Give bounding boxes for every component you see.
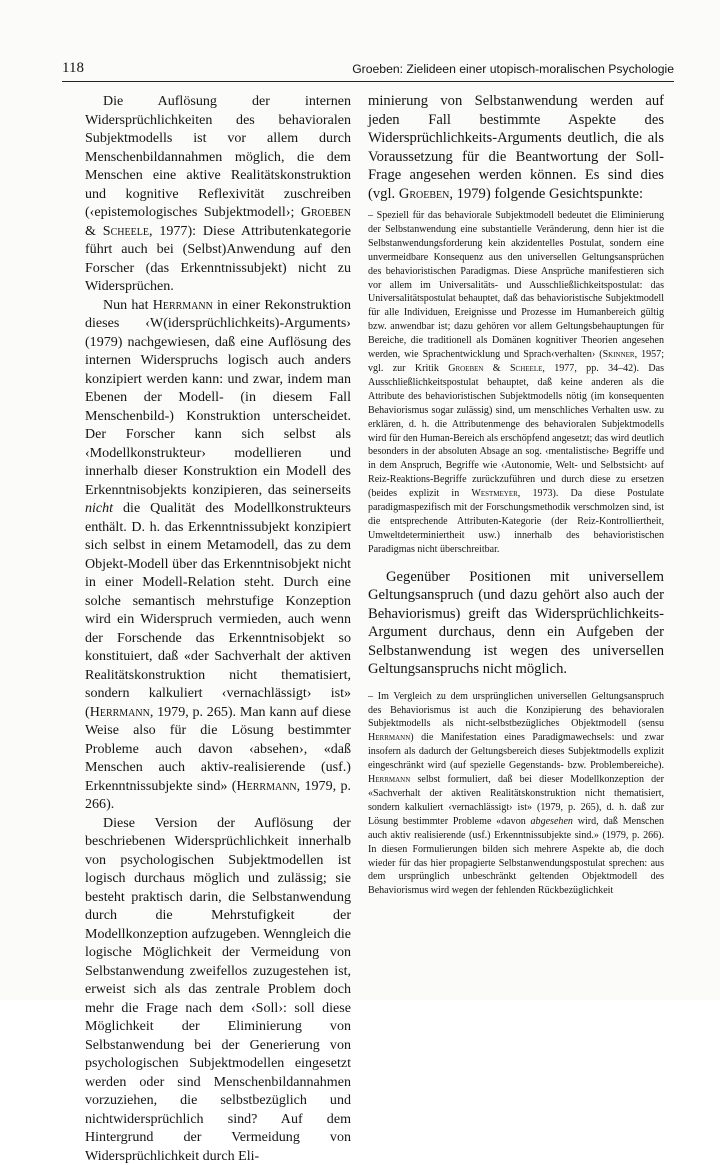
text-run: minierung von Selbstanwendung werden auf jeden Fall bestimmte Aspekte des Widersprüchlichkeits-Arguments deutlich, die als Voraussetzung für die Beantwortung der Soll-Frage angesehen werden können. Es sind dies (vgl. [368,93,664,202]
citation-author: Groeben & Scheele [448,363,542,374]
text-run: wird, daß Menschen auch aktiv realisierende (usf.) Erkenntnissubjekte sind.» (1979, p. 266). In diesen Formulierungen bilden sich mehrere Aspekte ab, die doch wieder für das hier propagierte Selbstanwendungspostulat sprechen: aus dem ursprünglich unbeschränkt geltenden Objektmodell des Behaviorismus wird wegen der fehlenden Rückbezüglichkeit [368,816,664,897]
text-run: in einer Rekonstruktion dieses ‹W(idersprüchlichkeits)-Arguments› (1979) nachgewiesen, daß eine Auflösung des internen Widerspruchs logisch auch anders konzipiert werden kann: und zwar, indem man Ebenen der Modell- (in diesem Fall Menschenbild-) Konstruktion unterscheidet. Der Forscher kann sich selbst als ‹Modellkonstrukteur› modellieren und innerhalb dieser Konstruktion ein Modell des Erkenntnisobjekts konzipieren, das seinerseits [85,297,351,498]
citation-author: Skinner [603,349,635,360]
text-run: Die Auflösung der internen Widersprüchlichkeiten des behavioralen Subjektmodells ist vor allem durch Menschenbildannahmen möglich, die dem Menschen eine aktive Realitätskonstruktion und kognitive Reflexivität zuschreiben (‹epistemologisches Subjektmodell›; [85,93,351,220]
paragraph [85,92,351,296]
text-run: ) die Manifestation eines Paradigmawechsels: und zwar insofern als dadurch der Geltungsbereich dieses Subjektmodells explizit eingeschränkt wird (auf spezielle Gegenstands- bzw. Problembereiche). [368,732,664,771]
citation-author: Herrmann [153,297,213,313]
text-run: , 1977): Diese Attributenkategorie führt auch bei (Selbst)Anwendung auf den Forscher (das Erkenntnissubjekt) nicht zu Widersprüchen. [85,223,351,295]
page-header [62,58,674,82]
right-column [368,92,664,898]
paragraph: Gegenüber Positionen mit universellem Geltungsanspruch (und dazu gehört also auch der Behaviorismus) greift das Widersprüchlichkeits-Argument durchaus, denn ein Aufgeben der Selbstanwendung ist wegen des universellen Geltungsanspruchs nicht möglich. [368,568,664,679]
emphasis: nicht [85,500,113,516]
paragraph [368,92,664,203]
text-run: , 1977, pp. 34–42). Das Ausschließlichkeitspostulat behauptet, daß keine anderen als die Attribute des behavioristischen Subjektmodells nötig (im konsequenten Behaviorismus sogar zulässig) sind, um menschliches Verhalten usw. zu erklären, d. h. die Attributenmenge des behavioralen Subjektmodells wird für den Human-Bereich als erschöpfend angesetzt; das wird deutlich besonders in der absoluten Absage an sog. ‹mentalistische› Begriffe und in dem Anspruch, Begriffe wie ‹Autonomie, Welt- und Selbstsicht› auf Reiz-Reaktions-Begriffe zurückzuführen und durch diese zu ersetzen (beides explizit in [368,363,664,499]
text-run: , 1979, p. 265). Man kann auf diese Weise also für die Lösung bestimmter Probleme auch davon ‹absehen›, «daß Menschen auch aktiv-realisierende (usf.) Erkenntnissubjekte sind» ( [85,704,351,794]
paragraph [85,296,351,814]
running-head: Groeben: Zielideen einer utopisch-moralischen Psychologie [352,60,674,78]
text-run: die Qualität des Modellkonstrukteurs enthält. D. h. das Erkenntnissubjekt konzipiert sich selbst in einem Metamodell, das zu dem Objekt-Modell über das Erkenntnisobjekt nicht in einer Modell-Relation steht. Durch eine solche semantisch mehrstufige Konzeption wird ein Widerspruch vermieden, auch wenn der Forschende das Erkenntnisobjekt so konstituiert, daß «der Sachverhalt der aktiven Realitätskonstruktion nicht thematisiert, sondern kalkuliert ‹vernachlässigt› ist» ( [85,500,351,720]
indented-note [368,209,664,557]
citation-author: Herrmann [90,704,150,720]
citation-author: Herrmann [236,778,296,794]
left-column [85,92,351,1165]
paragraph: Diese Version der Auflösung der beschriebenen Widersprüchlichkeit innerhalb von psychologischen Subjektmodellen ist logisch durchaus möglich und zulässig; sie besteht praktisch darin, die Selbstanwendung durch die Mehrstufigkeit der Modellkonzeption aufzugeben. Wenngleich die logische Möglichkeit der Vermeidung von Selbstanwendung zweifellos zuzugestehen ist, erweist sich als das zentrale Problem doch mehr die Frage nach dem ‹Soll›: soll diese Möglichkeit der Eliminierung von Selbstanwendung bei der Generierung von psychologischen Subjektmodellen eingesetzt werden oder sind Menschenbildannahmen vorzuziehen, die selbstbezüglich und nichtwidersprüchlich sind? Auf dem Hintergrund der Vermeidung von Widersprüchlichkeit durch Eli- [85,814,351,1165]
text-run: – Im Vergleich zu dem ursprünglichen universellen Geltungsanspruch des Behaviorismus ist auch die Konzipierung des behavioralen Subjektmodells als nicht-selbstbezügliches Objektmodell (sensu [368,691,664,730]
text-run: Nun hat [103,297,153,313]
emphasis: abgesehen [531,816,573,827]
citation-author: Groeben & Scheele [85,204,351,239]
citation-author: Herrmann [368,732,410,743]
header-rule [62,81,674,82]
citation-author: Groeben [399,186,450,202]
page-number: 118 [62,58,84,78]
text-run: , 1957; vgl. zur Kritik [368,349,664,374]
text-run: , 1973). Da diese Postulate paradigmaspezifisch mit der Forschungsmethodik verschmolzen sind, ist die entsprechende Attributen-Kategorie (der Reiz-Kontrolliertheit, Umweltdeterminiertheit usw.) innerhalb des behavioristischen Paradigmas nicht überschreitbar. [368,488,664,555]
text-run: – Speziell für das behaviorale Subjektmodell bedeutet die Eliminierung der Selbstanwendung eine substantielle Veränderung, denn hier ist die Selbstanwendungsforderung kein akzidentelles Postulat, sondern eine unvermeidbare Konsequenz aus den universellen Geltungsansprüchen des behavioristischen Paradigmas. Diese Ansprüche manifestieren sich vor allem im Universalitäts- und Ausschließlichkeitspostulat: das Universalitätspostulat behauptet, daß das behavioristische Subjektmodell für alle Individuen, Ereignisse und Prozesse im Humanbereich gültig bzw. anwendbar ist; dazu gehören vor allem Geltungsbehauptungen für Bereiche, die traditionell als Domänen kognitiver Theorien angesehen werden, wie Sprachentwicklung und Sprach‹verhalten› ( [368,210,664,360]
citation-author: Herrmann [368,774,410,785]
text-run: selbst formuliert, daß bei dieser Modellkonzeption der «Sachverhalt der aktiven Realitätskonstruktion nicht thematisiert, sondern kalkuliert ‹vernachlässigt› ist» (1979, p. 265), d. h. daß zur Lösung bestimmter Probleme «davon [368,774,664,827]
indented-note [368,690,664,899]
citation-author: Westmeyer [471,488,517,499]
text-run: , 1979) folgende Gesichtspunkte: [449,186,643,202]
text-run: , 1979, p. 266). [85,778,351,813]
